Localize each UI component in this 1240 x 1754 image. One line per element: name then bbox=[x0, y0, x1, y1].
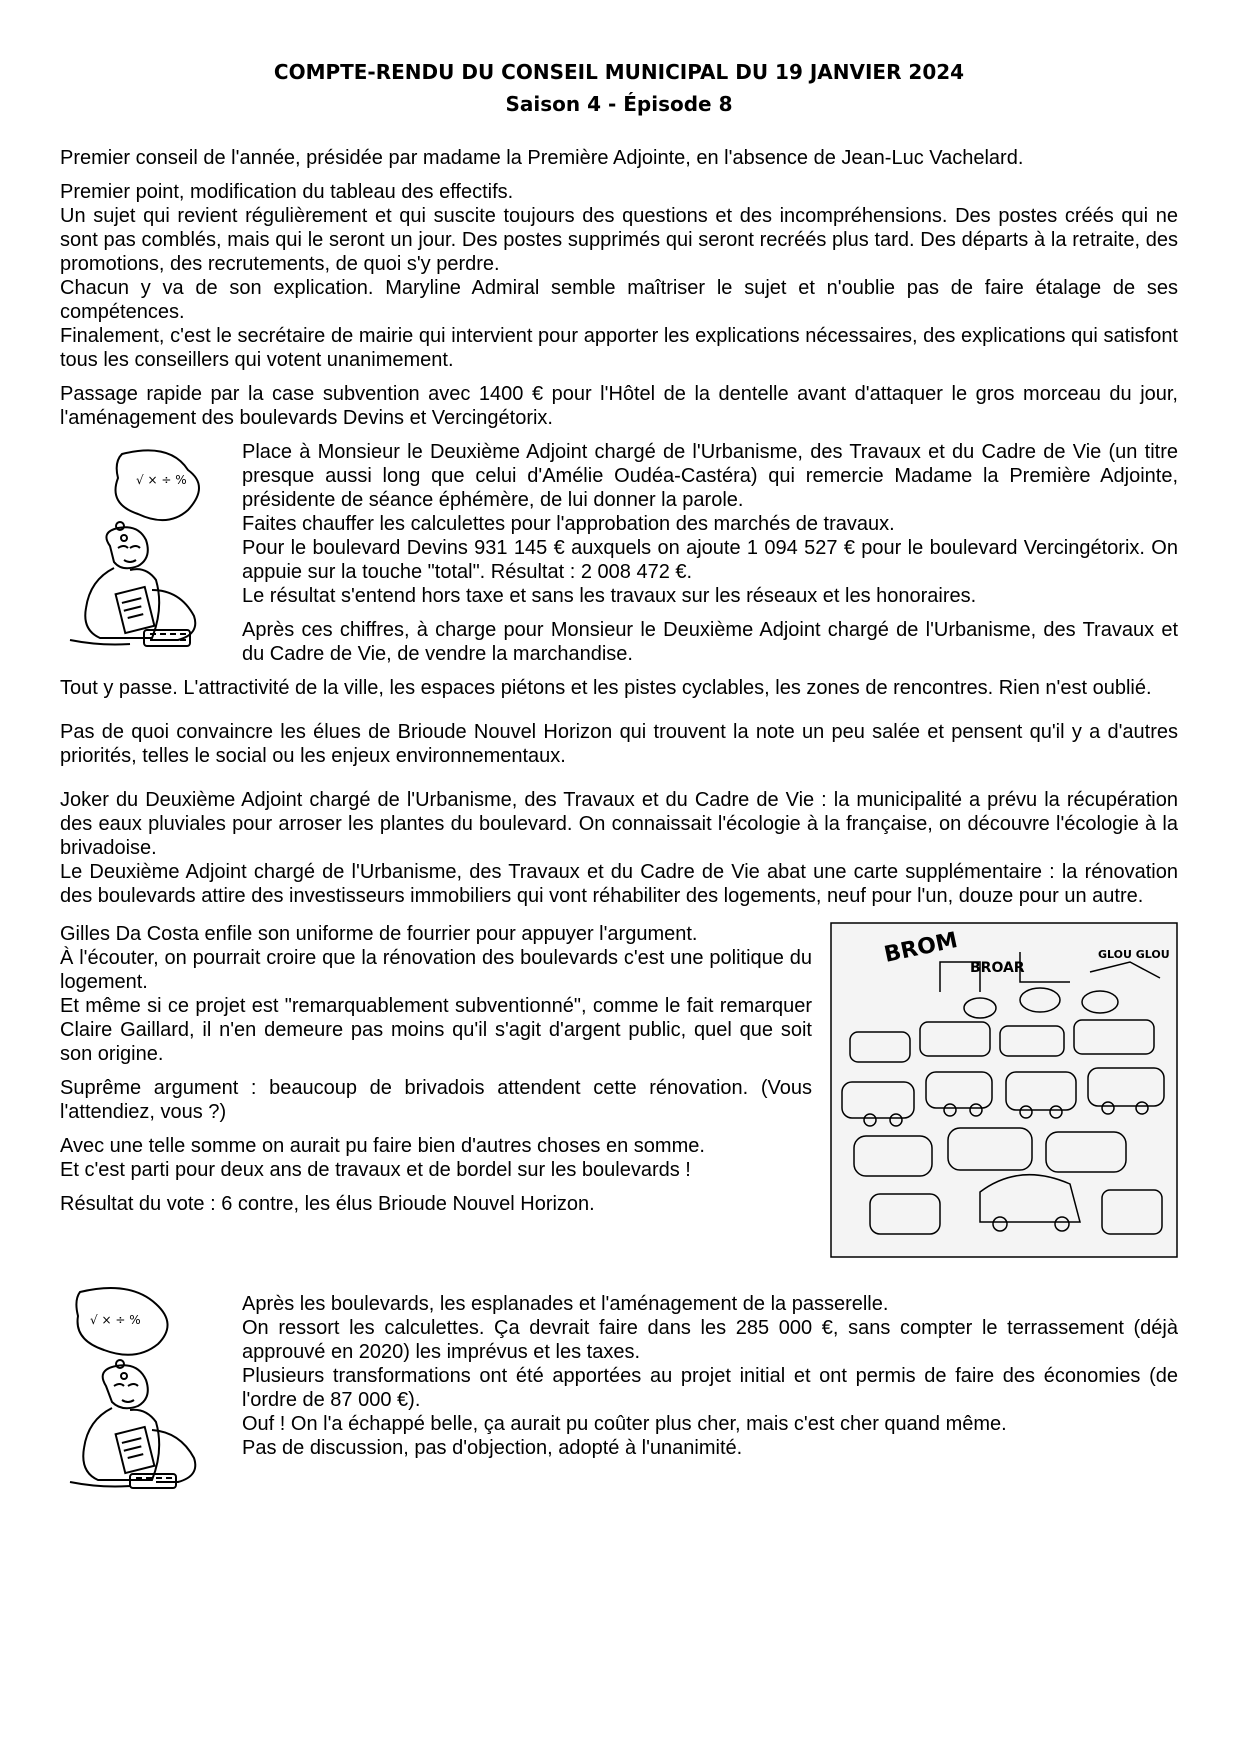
sound-brom: BROM bbox=[882, 927, 960, 968]
paragraph-opposition: Pas de quoi convaincre les élues de Brioude Nouvel Horizon qui trouvent la note un peu salée et pensent qu'il y a d'autres priorités, telles le social ou les enjeux environnementaux. bbox=[60, 721, 1178, 767]
text-line: Et c'est parti pour deux ans de travaux et de bordel sur les boulevards ! bbox=[60, 1159, 691, 1181]
page-title: COMPTE-RENDU DU CONSEIL MUNICIPAL DU 19 JANVIER 2024 bbox=[273, 60, 965, 84]
scribble-math: √ × ÷ % bbox=[136, 473, 187, 487]
paragraph-joker bbox=[60, 788, 1178, 908]
paragraph-intro: Premier conseil de l'année, présidée par madame la Première Adjointe, en l'absence de Jean-Luc Vachelard. bbox=[60, 147, 1024, 169]
calculator-man-illustration bbox=[60, 440, 236, 650]
text-line: Le Deuxième Adjoint chargé de l'Urbanisme, des Travaux et du Cadre de Vie abat une carte supplémentaire : la rénovation des boulevards attire des investisseurs immobiliers qui vont réhabiliter des logements, neuf pour l'un, douze pour un autre. bbox=[60, 861, 1178, 907]
paragraph-adjoint-intro bbox=[242, 440, 1178, 608]
paragraph-da-costa bbox=[60, 922, 812, 1066]
traffic-jam-illustration bbox=[830, 922, 1178, 1262]
text-line: On ressort les calculettes. Ça devrait faire dans les 285 000 €, sans compter le terrassement (déjà approuvé en 2020) les imprévus et les taxes. bbox=[242, 1317, 1178, 1363]
scribble-math-2: √ × ÷ % bbox=[90, 1313, 141, 1327]
sound-glou: GLOU GLOU bbox=[1098, 948, 1170, 961]
section-boulevards-text bbox=[242, 440, 1178, 676]
paragraph-vote-result: Résultat du vote : 6 contre, les élus Brioude Nouvel Horizon. bbox=[60, 1193, 595, 1215]
section-boulevards bbox=[60, 440, 1178, 676]
traffic-jam-drawing bbox=[830, 922, 1178, 1258]
text-line: Le résultat s'entend hors taxe et sans les travaux sur les réseaux et les honoraires. bbox=[242, 585, 977, 607]
text-line: Pas de discussion, pas d'objection, adopté à l'unanimité. bbox=[242, 1437, 743, 1459]
section-vote bbox=[60, 922, 1178, 1262]
sound-broar: BROAR bbox=[970, 960, 1025, 976]
paragraph-tout-y-passe: Tout y passe. L'attractivité de la ville, les espaces piétons et les pistes cyclables, les zones de rencontres. Rien n'est oublié. bbox=[60, 677, 1152, 699]
text-line: Pour le boulevard Devins 931 145 € auxquels on ajoute 1 094 527 € pour le boulevard Vercingétorix. On appuie sur la touche "total". Résultat : 2 008 472 €. bbox=[242, 537, 1178, 583]
text-line: Et même si ce projet est "remarquablement subventionné", comme le fait remarquer Claire Gaillard, il n'en demeure pas moins qu'il s'agit d'argent public, quel que soit son origine. bbox=[60, 995, 812, 1065]
section-vote-text bbox=[60, 922, 830, 1226]
text-line: Gilles Da Costa enfile son uniforme de fourrier pour appuyer l'argument. bbox=[60, 923, 698, 945]
section-esplanades-text bbox=[242, 1282, 1178, 1460]
text-line: Finalement, c'est le secrétaire de mairie qui intervient pour apporter les explications nécessaires, des explications qui satisfont tous les conseillers qui votent unanimement. bbox=[60, 325, 1178, 371]
text-line: Après les boulevards, les esplanades et l'aménagement de la passerelle. bbox=[242, 1293, 889, 1315]
text-line: Premier point, modification du tableau des effectifs. bbox=[60, 181, 514, 203]
text-line: Un sujet qui revient régulièrement et qui suscite toujours des questions et des incompréhensions. Des postes créés qui ne sont pas comblés, mais qui le seront un jour. Des postes supprimés qui seront recréés plus tard. Des départs à la retraite, des promotions, des recrutements, de quoi s'y perdre. bbox=[60, 205, 1178, 275]
document-page bbox=[60, 56, 1178, 1492]
calculator-man-illustration-2 bbox=[60, 1282, 236, 1492]
section-esplanades bbox=[60, 1282, 1178, 1492]
text-line: Plusieurs transformations ont été apportées au projet initial et ont permis de faire des économies (de l'ordre de 87 000 €). bbox=[242, 1365, 1178, 1411]
calculator-man-drawing bbox=[60, 440, 236, 650]
text-line: Avec une telle somme on aurait pu faire bien d'autres choses en somme. bbox=[60, 1135, 705, 1157]
paragraph-somme bbox=[60, 1134, 812, 1182]
paragraph-subvention: Passage rapide par la case subvention avec 1400 € pour l'Hôtel de la dentelle avant d'attaquer le gros morceau du jour, l'aménagement des boulevards Devins et Vercingétorix. bbox=[60, 383, 1178, 429]
text-line: Faites chauffer les calculettes pour l'approbation des marchés de travaux. bbox=[242, 513, 895, 535]
paragraph-effectifs bbox=[60, 180, 1178, 372]
text-line: Ouf ! On l'a échappé belle, ça aurait pu coûter plus cher, mais c'est cher quand même. bbox=[242, 1413, 1007, 1435]
calculator-man-drawing-2 bbox=[60, 1282, 236, 1492]
text-line: Place à Monsieur le Deuxième Adjoint chargé de l'Urbanisme, des Travaux et du Cadre de Vie (un titre presque aussi long que celui d'Amélie Oudéa-Castéra) qui remercie Madame la Première Adjointe, présidente de séance éphémère, de lui donner la parole. bbox=[242, 441, 1178, 511]
paragraph-supreme-argument: Suprême argument : beaucoup de brivadois attendent cette rénovation. (Vous l'attendiez, vous ?) bbox=[60, 1077, 812, 1123]
paragraph-esplanades bbox=[242, 1292, 1178, 1460]
text-line: Chacun y va de son explication. Maryline Admiral semble maîtriser le sujet et n'oublie pas de faire étalage de ses compétences. bbox=[60, 277, 1178, 323]
paragraph-vendre: Après ces chiffres, à charge pour Monsieur le Deuxième Adjoint chargé de l'Urbanisme, des Travaux et du Cadre de Vie, de vendre la marchandise. bbox=[242, 619, 1178, 665]
text-line: Joker du Deuxième Adjoint chargé de l'Urbanisme, des Travaux et du Cadre de Vie : la municipalité a prévu la récupération des eaux pluviales pour arroser les plantes du boulevard. On connaissait l'écologie à la française, on découvre l'écologie à la brivadoise. bbox=[60, 789, 1178, 859]
text-line: À l'écouter, on pourrait croire que la rénovation des boulevards c'est une politique du logement. bbox=[60, 947, 812, 993]
page-subtitle: Saison 4 - Épisode 8 bbox=[505, 92, 733, 116]
